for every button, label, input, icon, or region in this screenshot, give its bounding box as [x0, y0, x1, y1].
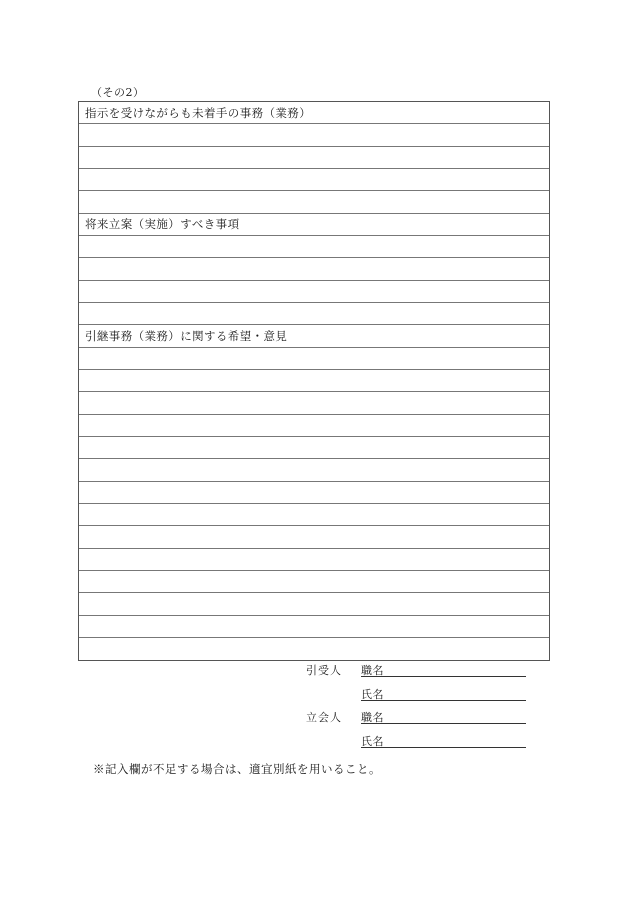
- footnote: ※記入欄が不足する場合は、適宜別紙を用いること。: [93, 762, 381, 776]
- witness-name-field[interactable]: [361, 747, 526, 748]
- blank-entry-row[interactable]: [79, 392, 549, 414]
- blank-entry-row[interactable]: [79, 593, 549, 615]
- blank-entry-row[interactable]: [79, 348, 549, 370]
- blank-entry-row[interactable]: [79, 459, 549, 481]
- section-heading: 将来立案（実施）すべき事項: [79, 214, 549, 236]
- blank-entry-row[interactable]: [79, 526, 549, 548]
- blank-entry-row[interactable]: [79, 147, 549, 169]
- witness-role-label: 立会人: [306, 711, 342, 724]
- blank-entry-row[interactable]: [79, 482, 549, 504]
- handover-form-table: [78, 101, 550, 661]
- receiver-title-label: 職名: [361, 664, 384, 677]
- page-label: （その2）: [91, 86, 145, 99]
- blank-entry-row[interactable]: [79, 616, 549, 638]
- blank-entry-row[interactable]: [79, 415, 549, 437]
- blank-entry-row[interactable]: [79, 571, 549, 593]
- blank-entry-row[interactable]: [79, 236, 549, 258]
- blank-entry-row[interactable]: [79, 169, 549, 191]
- blank-entry-row[interactable]: [79, 303, 549, 325]
- blank-entry-row[interactable]: [79, 191, 549, 213]
- witness-name-label: 氏名: [361, 735, 384, 748]
- section-heading: 指示を受けながらも未着手の事務（業務）: [79, 102, 549, 124]
- blank-entry-row[interactable]: [79, 549, 549, 571]
- receiver-name-label: 氏名: [361, 688, 384, 701]
- receiver-name-field[interactable]: [361, 700, 526, 701]
- witness-title-field[interactable]: [361, 723, 526, 724]
- blank-entry-row[interactable]: [79, 258, 549, 280]
- receiver-title-field[interactable]: [361, 676, 526, 677]
- blank-entry-row[interactable]: [79, 124, 549, 146]
- blank-entry-row[interactable]: [79, 638, 549, 660]
- blank-entry-row[interactable]: [79, 437, 549, 459]
- blank-entry-row[interactable]: [79, 504, 549, 526]
- witness-title-label: 職名: [361, 711, 384, 724]
- receiver-role-label: 引受人: [306, 664, 342, 677]
- blank-entry-row[interactable]: [79, 281, 549, 303]
- blank-entry-row[interactable]: [79, 370, 549, 392]
- section-heading: 引継事務（業務）に関する希望・意見: [79, 325, 549, 347]
